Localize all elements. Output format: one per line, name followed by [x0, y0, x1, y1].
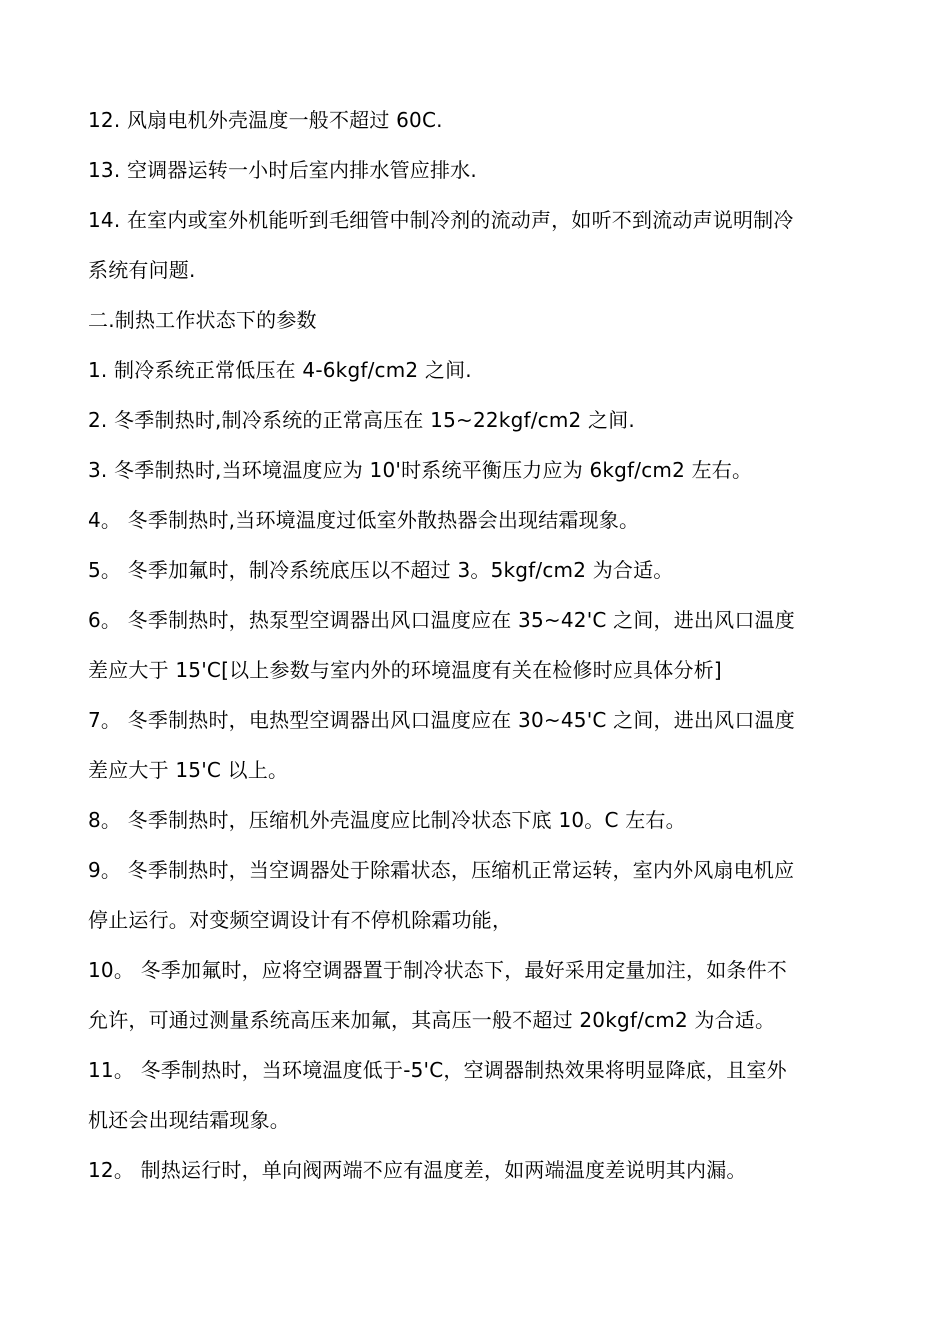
text-line: 13. 空调器运转一小时后室内排水管应排水.: [88, 158, 477, 182]
text-line: 差应大于 15'C[以上参数与室内外的环境温度有关在检修时应具体分析]: [88, 658, 722, 682]
text-line: 停止运行。对变频空调设计有不停机除霜功能，: [88, 908, 513, 932]
text-line: 12. 风扇电机外壳温度一般不超过 60C.: [88, 108, 443, 132]
text-line: 14. 在室内或室外机能听到毛细管中制冷剂的流动声，如听不到流动声说明制冷: [88, 208, 794, 232]
text-line: 差应大于 15'C 以上。: [88, 758, 289, 782]
text-line: 3. 冬季制热时,当环境温度应为 10'时系统平衡压力应为 6kgf/cm2 左右。: [88, 458, 753, 482]
text-line: 5。 冬季加氟时，制冷系统底压以不超过 3。5kgf/cm2 为合适。: [88, 558, 674, 582]
text-line: 机还会出现结霜现象。: [88, 1108, 290, 1132]
text-line: 8。 冬季制热时，压缩机外壳温度应比制冷状态下底 10。C 左右。: [88, 808, 686, 832]
section-heading: 二.制热工作状态下的参数: [88, 308, 317, 332]
text-line: 12。 制热运行时，单向阀两端不应有温度差，如两端温度差说明其内漏。: [88, 1158, 747, 1182]
text-line: 6。 冬季制热时，热泵型空调器出风口温度应在 35~42'C 之间，进出风口温度: [88, 608, 795, 632]
text-line: 7。 冬季制热时，电热型空调器出风口温度应在 30~45'C 之间，进出风口温度: [88, 708, 795, 732]
text-line: 4。 冬季制热时,当环境温度过低室外散热器会出现结霜现象。: [88, 508, 640, 532]
text-line: 9。 冬季制热时，当空调器处于除霜状态，压缩机正常运转，室内外风扇电机应: [88, 858, 795, 882]
text-line: 1. 制冷系统正常低压在 4-6kgf/cm2 之间.: [88, 358, 472, 382]
text-line: 11。 冬季制热时，当环境温度低于-5'C，空调器制热效果将明显降底，且室外: [88, 1058, 787, 1082]
text-line: 2. 冬季制热时,制冷系统的正常高压在 15~22kgf/cm2 之间.: [88, 408, 635, 432]
document-page: [88, 95, 868, 1195]
text-line: 系统有问题.: [88, 258, 196, 282]
text-line: 10。 冬季加氟时，应将空调器置于制冷状态下，最好采用定量加注，如条件不: [88, 958, 788, 982]
text-line: 允许，可通过测量系统高压来加氟，其高压一般不超过 20kgf/cm2 为合适。: [88, 1008, 776, 1032]
